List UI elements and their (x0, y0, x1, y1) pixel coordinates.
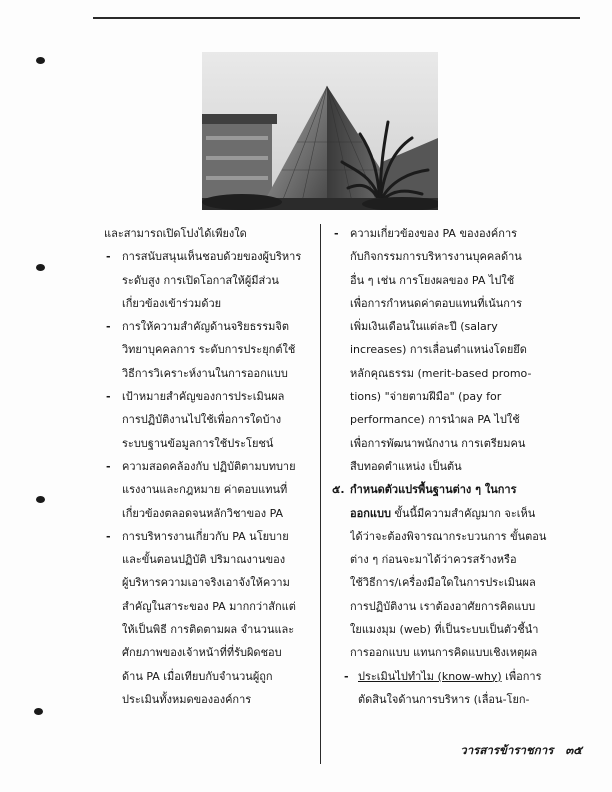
text-line: เพื่อการพัฒนาพนักงาน การเตรียมคน (350, 436, 526, 450)
binder-hole-1 (36, 57, 45, 64)
text-line: เป้าหมายสำคัญของการประเมินผล (122, 390, 285, 404)
journal-name: วารสารข้าราชการ (460, 743, 554, 757)
text-line: ต่าง ๆ ก่อนจะมาได้ว่าควรสร้างหรือ (350, 553, 517, 567)
text-line: tions) "จ่ายตามฝีมือ" (pay for (350, 390, 502, 404)
sub-list-item (332, 665, 584, 712)
text-line: การปฏิบัติงาน เราต้องอาศัยการคิดแบบ (350, 599, 536, 613)
dash-bullet: - (106, 459, 111, 473)
pyramid-building-photo-icon (202, 52, 438, 210)
text-line: การบริหารงานเกี่ยวกับ PA นโยบาย (122, 529, 289, 543)
text-line: สืบทอดตำแหน่ง เป็นต้น (350, 459, 462, 473)
section-number: ๕. (332, 483, 345, 497)
text-line: performance) การนำผล PA ไปใช้ (350, 413, 520, 427)
text-line: หลักคุณธรรม (merit-based promo- (350, 366, 532, 380)
section-heading: กำหนดตัวแปรพื้นฐานต่าง ๆ ในการ (350, 483, 517, 497)
right-column (332, 222, 584, 711)
text-line: ความสอดคล้องกับ ปฏิบัติตามบทบาย (122, 459, 296, 473)
text-line: ด้าน PA เมื่อเทียบกับจำนวนผู้ถูก (122, 669, 273, 683)
section-heading-cont: ออกแบบ (350, 506, 391, 520)
list-item (332, 222, 584, 478)
text-line: การปฏิบัติงานไปใช้เพื่อการใดบ้าง (122, 413, 282, 427)
top-rule (93, 17, 580, 19)
text-line: ระบบฐานข้อมูลการใช้ประโยชน์ (122, 436, 274, 450)
binder-hole-3 (36, 496, 45, 503)
text-line: การออกแบบ แทนการคิดแบบเชิงเหตุผล (350, 646, 538, 660)
text-line: ได้ว่าจะต้องพิจารณากระบวนการ ขั้นตอน (350, 529, 547, 543)
text-line: เกี่ยวข้องเข้าร่วมด้วย (122, 296, 222, 310)
intro-line: และสามารถเปิดโปงได้เพียงใด (104, 227, 247, 240)
text-line: การสนับสนุนเห็นชอบด้วยของผู้บริหาร (122, 250, 302, 264)
text-line: ระดับสูง การเปิดโอกาสให้ผู้มีส่วน (122, 273, 279, 287)
text-line: ใยแมงมุม (web) ที่เป็นระบบเป็นตัวชี้นำ (350, 623, 539, 637)
text-line: แรงงานและกฎหมาย ค่าตอบแทนที่ (122, 483, 288, 497)
dash-bullet: - (344, 669, 349, 683)
text-line: อื่น ๆ เช่น การโยงผลของ PA ไปใช้ (350, 273, 515, 287)
page-number: ๓๕ (565, 743, 582, 757)
dash-bullet: - (106, 390, 111, 404)
text-line: กับกิจกรรมการบริหารงานบุคคลด้าน (350, 250, 522, 264)
page-footer (460, 742, 582, 760)
dash-bullet: - (106, 320, 111, 334)
list-item (104, 455, 318, 525)
text-line: ขั้นนี้มีความสำคัญมาก จะเห็น (390, 506, 536, 520)
dash-bullet: - (106, 529, 111, 543)
text-line: ประเมินทั้งหมดขององค์การ (122, 692, 252, 706)
left-column (104, 222, 318, 711)
text-line: การให้ความสำคัญด้านจริยธรรมจิต (122, 320, 289, 334)
text-line: เกี่ยวข้องตลอดจนหลักวิชาของ PA (122, 506, 284, 520)
building-photo (202, 52, 438, 210)
binder-hole-4 (34, 708, 43, 715)
dash-bullet: - (334, 227, 339, 240)
text-line: ศักยภาพของเจ้าหน้าที่ที่รับผิดชอบ (122, 646, 282, 660)
text-line: ผู้บริหารความเอาจริงเอาจังให้ความ (122, 576, 290, 590)
text-line: เพื่อการ (501, 669, 542, 683)
text-line: ให้เป็นพิธี การติดตามผล จำนวนและ (122, 623, 295, 637)
list-item (104, 385, 318, 455)
section-5 (332, 478, 584, 664)
list-item (104, 245, 318, 315)
column-divider (320, 224, 321, 764)
text-line: เพื่อการกำหนดค่าตอบแทนที่เน้นการ (350, 296, 523, 310)
text-line: ความเกี่ยวข้องของ PA ขององค์การ (350, 227, 518, 240)
binder-hole-2 (36, 264, 45, 271)
dash-bullet: - (106, 250, 111, 264)
list-item (104, 525, 318, 711)
underlined-term: ประเมินไปทำไม (know-why) (358, 669, 502, 683)
text-line: เพิ่มเงินเดือนในแต่ละปี (salary (350, 320, 498, 334)
text-line: สำคัญในสาระของ PA มากกว่าสักแต่ (122, 599, 296, 613)
text-line: และขั้นตอนปฏิบัติ ปริมาณงานของ (122, 553, 286, 567)
text-line: วิธีการวิเคราะห์งานในการออกแบบ (122, 366, 288, 380)
text-line: วิทยาบุคคลการ ระดับการประยุกต์ใช้ (122, 343, 296, 357)
list-item (104, 315, 318, 385)
text-line: increases) การเลื่อนตำแหน่งโดยยึด (350, 343, 527, 357)
text-line: ใช้วิธีการ/เครื่องมือใดในการประเมินผล (350, 576, 536, 590)
text-line: ตัดสินใจด้านการบริหาร (เลื่อน-โยก- (358, 692, 530, 706)
